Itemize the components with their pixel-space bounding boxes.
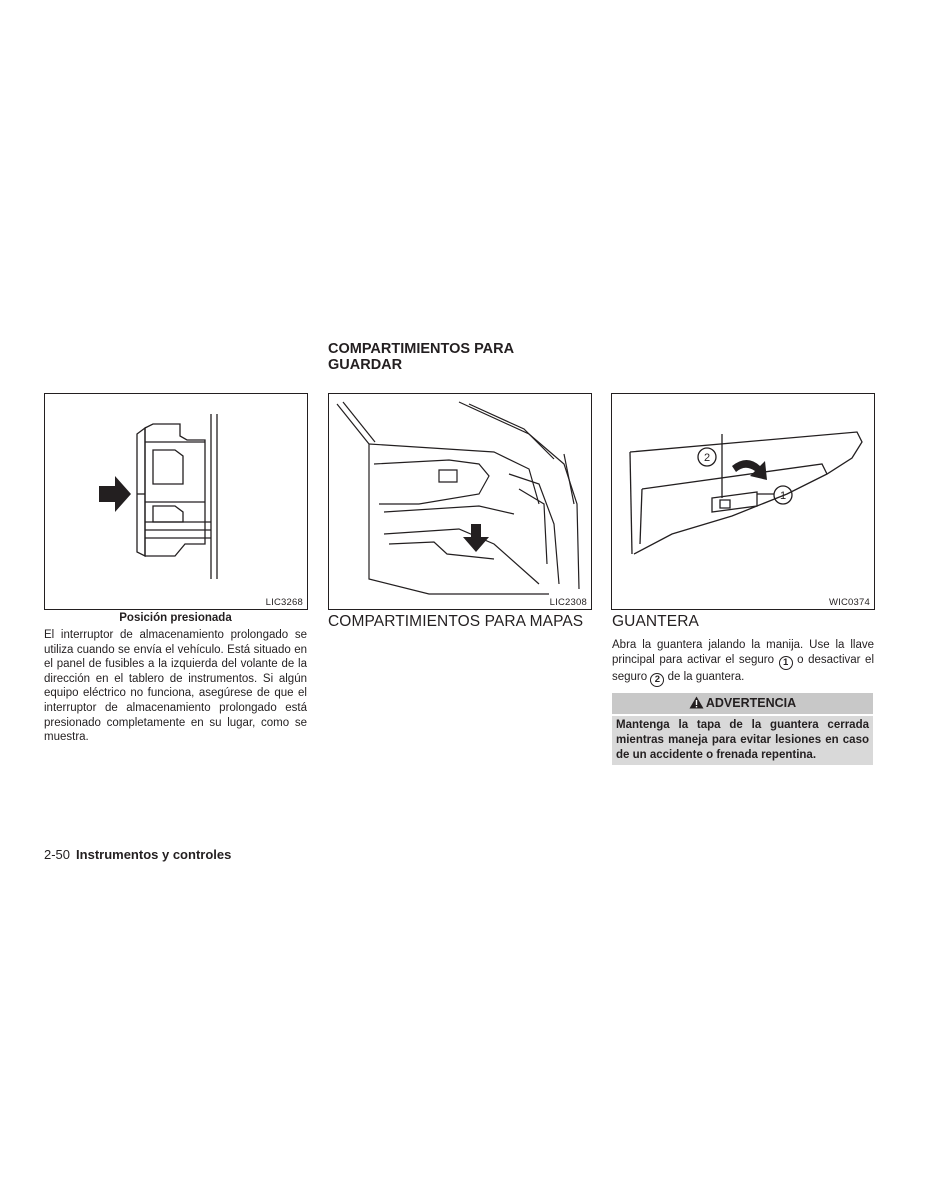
warning-box — [612, 716, 873, 765]
callout-2: 2 — [703, 452, 711, 464]
figure-storage-switch — [44, 393, 308, 610]
warning-header — [612, 693, 873, 714]
body-text-part: de la guantera. — [667, 670, 745, 683]
page-number: 2-50 — [44, 847, 71, 862]
figure-map-pocket — [328, 393, 592, 610]
callout-1: 1 — [779, 490, 787, 502]
down-arrow-icon — [463, 524, 489, 552]
glove-box-heading: GUANTERA — [612, 613, 699, 630]
door-illustration — [329, 394, 591, 609]
warning-title: ADVERTENCIA — [705, 696, 797, 710]
figure-glove-box — [611, 393, 875, 610]
body-text-part: o desactivar el seguro — [612, 653, 875, 683]
page-footer — [44, 847, 231, 862]
section-title: COMPARTIMIENTOS PARA GUARDAR — [328, 341, 514, 373]
warning-icon — [689, 696, 704, 709]
col3-body — [612, 638, 874, 687]
figure-label: LIC2308 — [549, 597, 587, 608]
body-text-part: Abra la guantera jalando la manija. Use la llave principal para activar el seguro — [612, 639, 874, 666]
figure-label: LIC3268 — [265, 597, 303, 608]
warning-text: Mantenga la tapa de la guantera cerrada mientras maneja para evitar lesiones en caso de un accidente o frenada repentina. — [616, 719, 869, 761]
glove-box-illustration — [612, 394, 874, 609]
switch-illustration — [45, 394, 307, 609]
col1-body: El interruptor de almacenamiento prolongado se utiliza cuando se envía el vehículo. Está situado en el panel de fusibles a la izquierda del volante de la dirección en el tablero de instrumentos. Si algún equipo eléctrico no funciona, asegúrese de que el interruptor de almacenamiento prolongado está presionado completamente en su lugar, como se muestra. — [44, 629, 307, 744]
press-arrow-icon — [99, 476, 131, 512]
chapter-title: Instrumentos y controles — [76, 847, 232, 862]
mark-2: 2 — [650, 673, 664, 687]
figure-caption: Posición presionada — [119, 612, 232, 624]
rotate-arrow-icon — [732, 460, 767, 480]
figure-label: WIC0374 — [828, 597, 870, 608]
mark-1: 1 — [779, 656, 793, 670]
map-pocket-heading: COMPARTIMIENTOS PARA MAPAS — [328, 613, 584, 630]
